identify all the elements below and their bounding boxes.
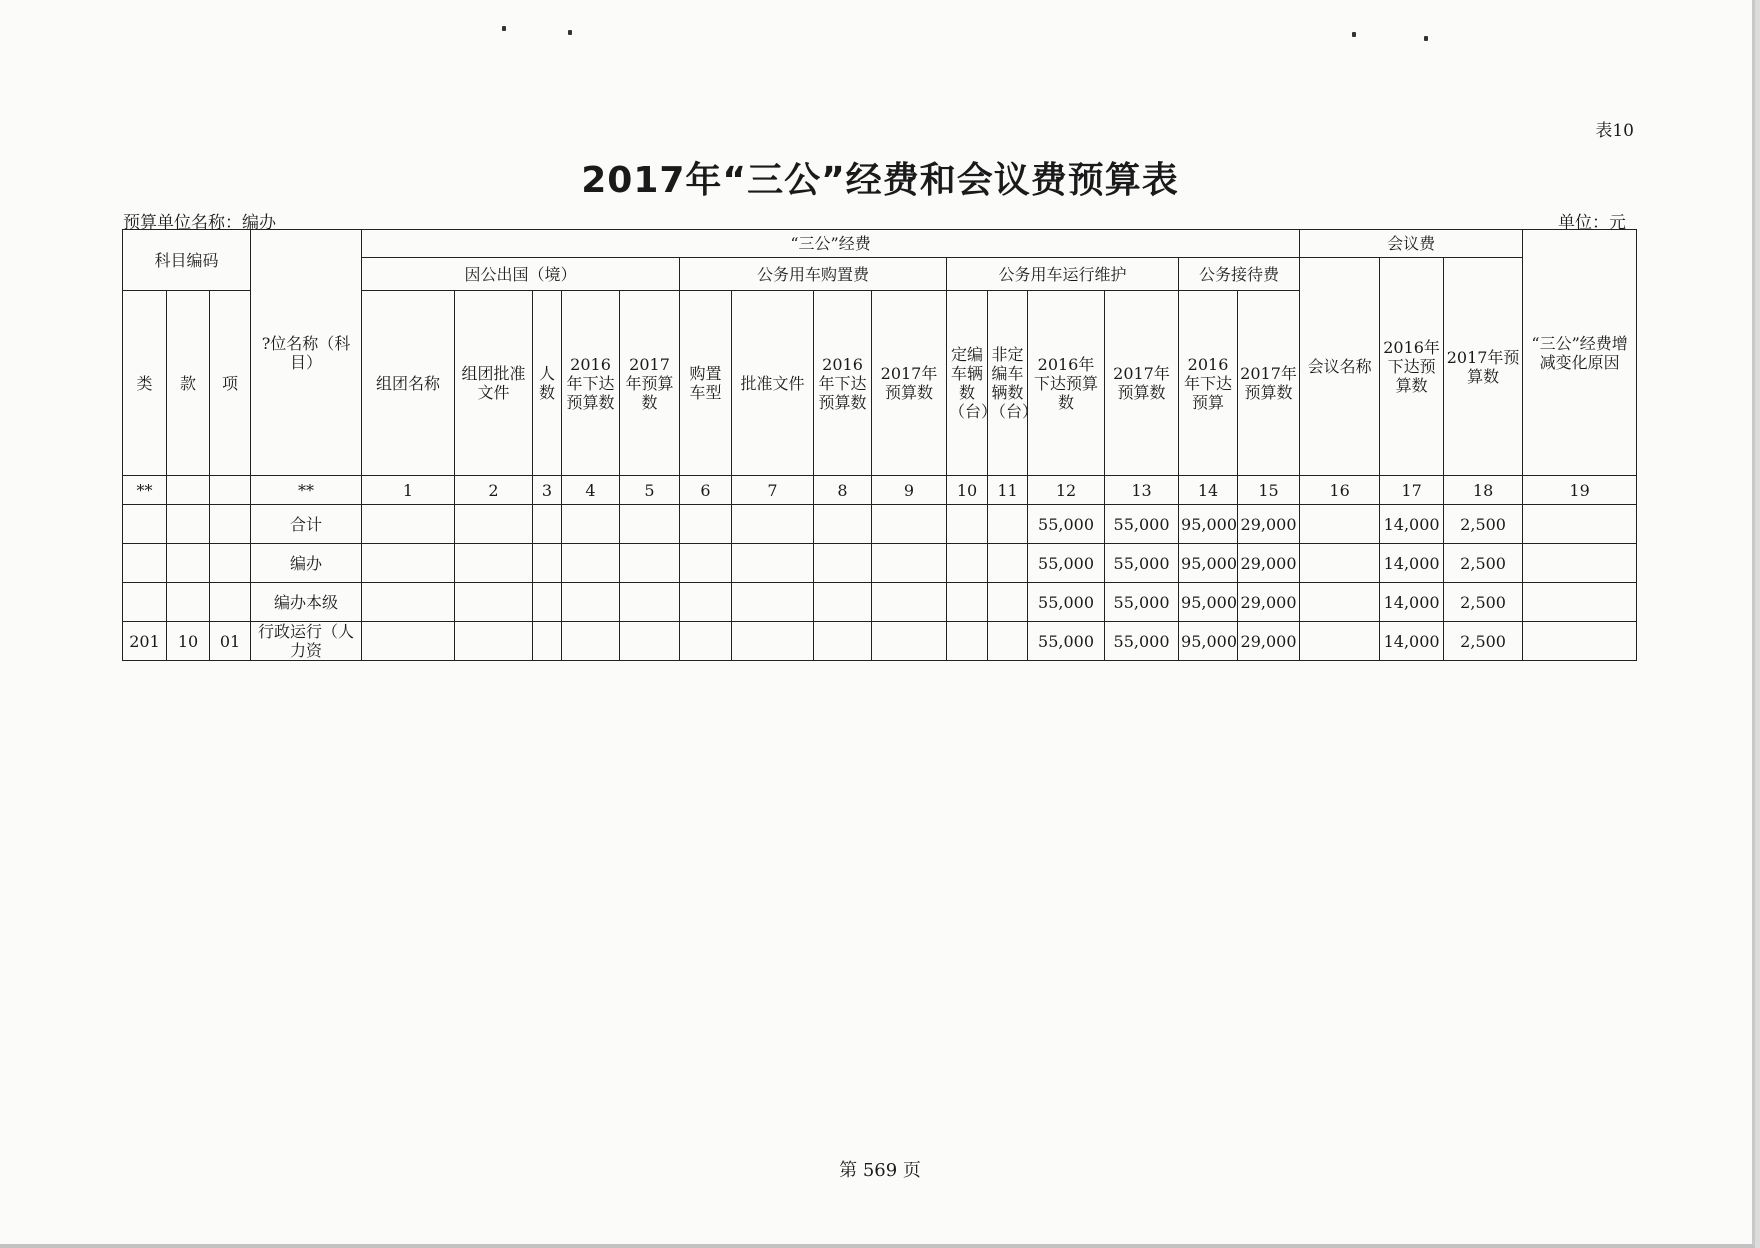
column-number: 2	[455, 476, 533, 505]
cell-xiang	[210, 544, 251, 583]
cell-recept-2017: 29,000	[1238, 622, 1300, 661]
cell-run-2017: 55,000	[1105, 544, 1179, 583]
column-number: 8	[814, 476, 872, 505]
table-row	[123, 544, 1637, 583]
column-number: 16	[1300, 476, 1380, 505]
budget-table	[122, 229, 1637, 661]
table-row	[123, 622, 1637, 661]
cell-name: 编办	[251, 544, 362, 583]
column-number	[167, 476, 210, 505]
header-group-name: 组团名称	[362, 291, 455, 476]
cell-kuan	[167, 505, 210, 544]
header-group-doc: 组团批准文件	[455, 291, 533, 476]
cell-kuan	[167, 583, 210, 622]
cell-meeting-2017: 2,500	[1444, 505, 1523, 544]
cell-lei: 201	[123, 622, 167, 661]
cell-recept-2016: 95,000	[1179, 544, 1238, 583]
currency-unit: 单位：元	[1558, 213, 1626, 233]
cell-name: 行政运行（人力资	[251, 622, 362, 661]
cell-meeting-2017: 2,500	[1444, 544, 1523, 583]
table-row	[123, 583, 1637, 622]
cell-meeting-2016: 14,000	[1380, 622, 1444, 661]
scan-speck	[1424, 36, 1428, 41]
cell-name: 编办本级	[251, 583, 362, 622]
column-number: 14	[1179, 476, 1238, 505]
cell-meeting-2016: 14,000	[1380, 583, 1444, 622]
header-car-type: 购置车型	[680, 291, 732, 476]
column-number: 15	[1238, 476, 1300, 505]
cell-kuan: 10	[167, 622, 210, 661]
header-reception: 公务接待费	[1179, 258, 1300, 291]
header-purchase-2016: 2016年下达预算数	[814, 291, 872, 476]
header-purchase-2017: 2017年预算数	[872, 291, 947, 476]
cell-run-2016: 55,000	[1028, 544, 1105, 583]
cell-kuan	[167, 544, 210, 583]
column-number: 11	[988, 476, 1028, 505]
header-meeting-2017: 2017年预算数	[1444, 258, 1523, 476]
cell-recept-2016: 95,000	[1179, 583, 1238, 622]
header-abroad: 因公出国（境）	[362, 258, 680, 291]
cell-lei	[123, 583, 167, 622]
column-number: 12	[1028, 476, 1105, 505]
page-title: 2017年“三公”经费和会议费预算表	[581, 160, 1179, 201]
header-subject-code: 科目编码	[123, 230, 251, 291]
column-number: **	[123, 476, 167, 505]
column-number: 10	[947, 476, 988, 505]
scan-speck	[502, 26, 506, 31]
column-number	[210, 476, 251, 505]
column-number: **	[251, 476, 362, 505]
column-number: 19	[1523, 476, 1637, 505]
header-meeting-2016: 2016年下达预算数	[1380, 258, 1444, 476]
header-recept-2017: 2017年预算数	[1238, 291, 1300, 476]
cell-recept-2016: 95,000	[1179, 505, 1238, 544]
column-number: 9	[872, 476, 947, 505]
cell-recept-2017: 29,000	[1238, 505, 1300, 544]
header-sangong: “三公”经费	[362, 230, 1300, 258]
table-row	[123, 505, 1637, 544]
cell-recept-2016: 95,000	[1179, 622, 1238, 661]
cell-lei	[123, 544, 167, 583]
header-car-purchase: 公务用车购置费	[680, 258, 947, 291]
cell-meeting-2016: 14,000	[1380, 505, 1444, 544]
column-number: 18	[1444, 476, 1523, 505]
header-meeting: 会议费	[1300, 230, 1523, 258]
cell-run-2017: 55,000	[1105, 505, 1179, 544]
header-abroad-2017: 2017年预算数	[620, 291, 680, 476]
cell-run-2016: 55,000	[1028, 505, 1105, 544]
cell-lei	[123, 505, 167, 544]
header-recept-2016: 2016年下达预算	[1179, 291, 1238, 476]
column-number: 3	[533, 476, 562, 505]
cell-xiang: 01	[210, 622, 251, 661]
header-people: 人数	[533, 291, 562, 476]
header-car-run: 公务用车运行维护	[947, 258, 1179, 291]
column-number: 5	[620, 476, 680, 505]
column-number: 4	[562, 476, 620, 505]
header-lei: 类	[123, 291, 167, 476]
header-reason: “三公”经费增减变化原因	[1523, 230, 1637, 476]
cell-meeting-2017: 2,500	[1444, 622, 1523, 661]
header-xiang: 项	[210, 291, 251, 476]
header-kuan: 款	[167, 291, 210, 476]
column-number: 7	[732, 476, 814, 505]
column-number: 17	[1380, 476, 1444, 505]
header-meeting-name: 会议名称	[1300, 258, 1380, 476]
header-abroad-2016: 2016年下达预算数	[562, 291, 620, 476]
column-number: 13	[1105, 476, 1179, 505]
cell-name: 合计	[251, 505, 362, 544]
cell-run-2017: 55,000	[1105, 622, 1179, 661]
header-fixed-cars: 定编车辆数（台）	[947, 291, 988, 476]
header-run-2016: 2016年下达预算数	[1028, 291, 1105, 476]
page-number: 第 569 页	[839, 1160, 921, 1181]
scan-speck	[568, 30, 572, 35]
header-run-2017: 2017年预算数	[1105, 291, 1179, 476]
cell-meeting-2017: 2,500	[1444, 583, 1523, 622]
scan-speck	[1352, 32, 1356, 37]
column-number: 1	[362, 476, 455, 505]
header-approve-doc: 批准文件	[732, 291, 814, 476]
cell-xiang	[210, 583, 251, 622]
cell-recept-2017: 29,000	[1238, 544, 1300, 583]
cell-xiang	[210, 505, 251, 544]
column-number: 6	[680, 476, 732, 505]
header-unit-subject-name: ?位名称（科目）	[251, 230, 362, 476]
cell-run-2016: 55,000	[1028, 622, 1105, 661]
cell-run-2017: 55,000	[1105, 583, 1179, 622]
column-number-row	[123, 476, 1637, 505]
header-nonfixed-cars: 非定编车辆数（台）	[988, 291, 1028, 476]
table-number: 表10	[1595, 121, 1634, 141]
cell-recept-2017: 29,000	[1238, 583, 1300, 622]
cell-meeting-2016: 14,000	[1380, 544, 1444, 583]
cell-run-2016: 55,000	[1028, 583, 1105, 622]
budget-unit-name: 预算单位名称：编办	[123, 213, 276, 233]
